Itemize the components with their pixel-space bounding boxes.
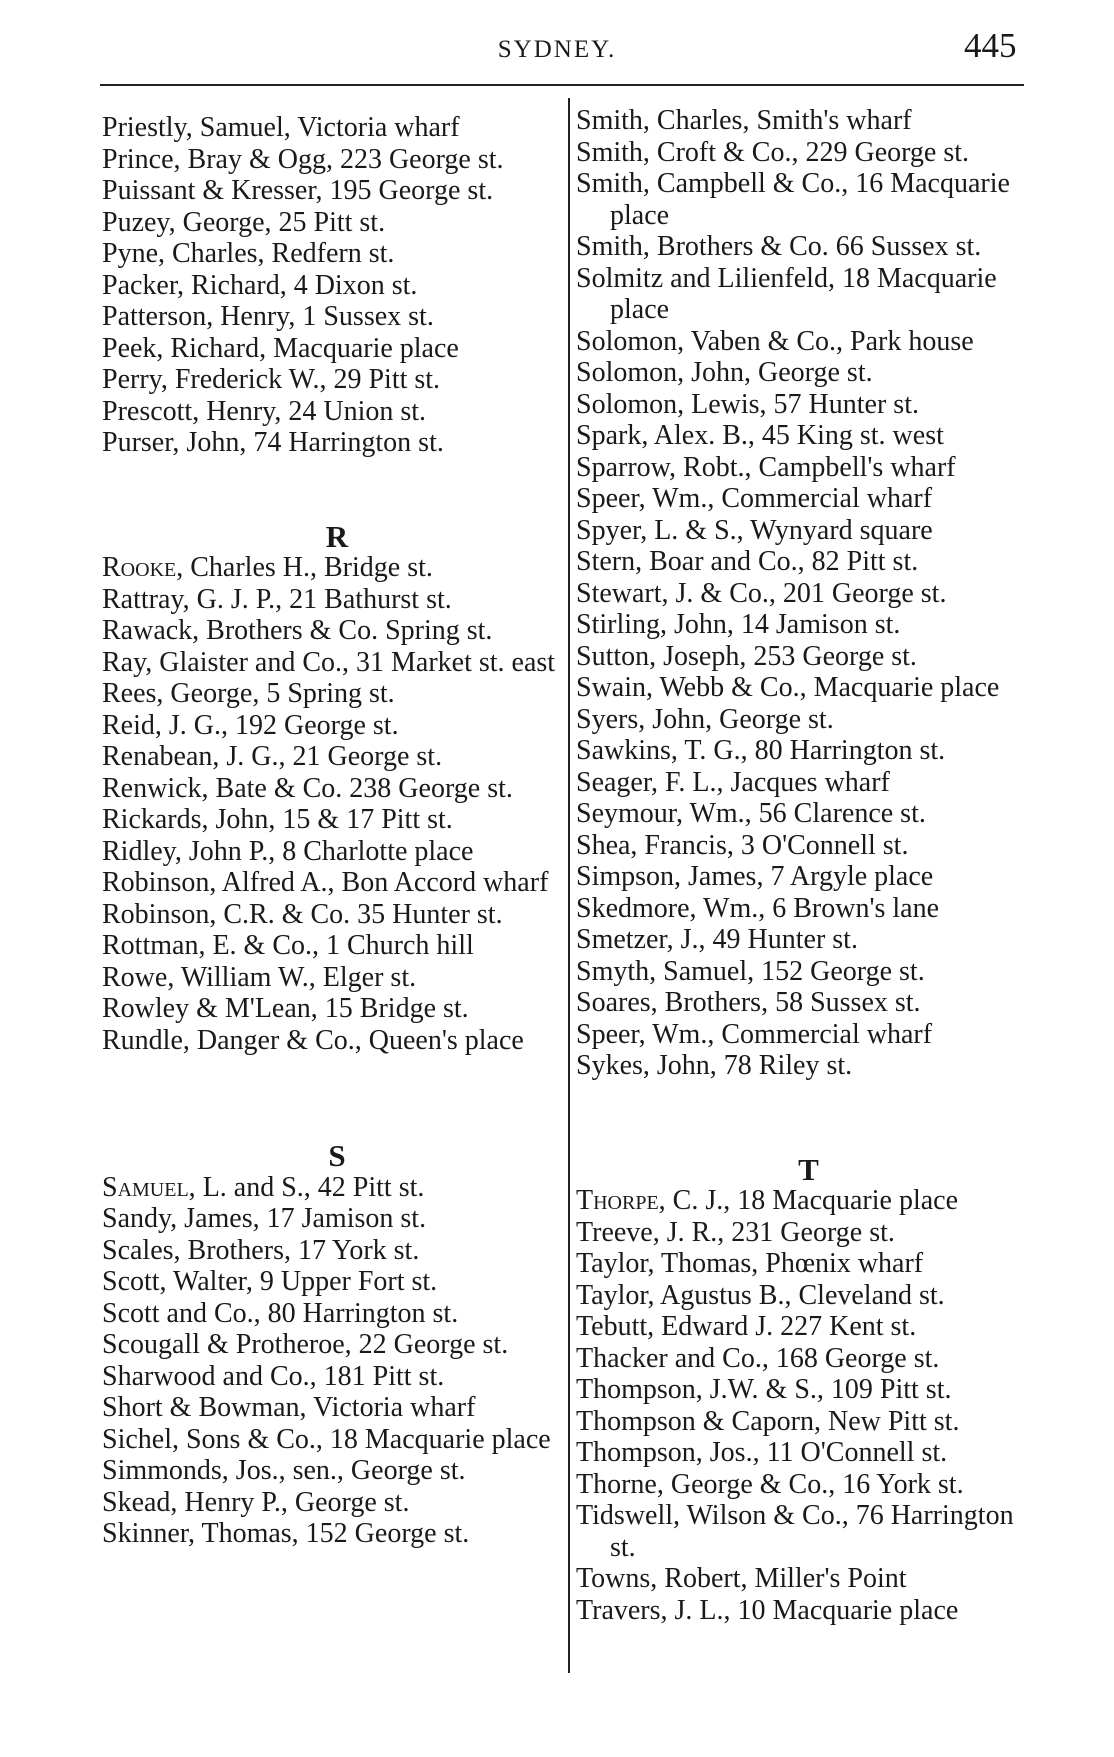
entry-details: C. J., 18 Macquarie place	[665, 1185, 959, 1216]
directory-entry: Packer, Richard, 4 Dixon st.	[102, 269, 418, 301]
directory-entry: Puzey, George, 25 Pitt st.	[102, 206, 386, 238]
left-column	[102, 112, 572, 1550]
directory-entry: Robinson, Alfred A., Bon Accord wharf	[102, 867, 549, 898]
directory-entry: Prescott, Henry, 24 Union st.	[102, 395, 427, 427]
directory-entry: Spyer, L. & S., Wynyard square	[576, 514, 933, 546]
entry-details: L. and S., 42 Pitt st.	[195, 1171, 425, 1203]
entry-surname: Samuel,	[102, 1171, 196, 1203]
section-p-continued	[102, 112, 572, 459]
directory-entry: Renabean, J. G., 21 George st.	[102, 741, 443, 772]
section-s-entries	[102, 1203, 572, 1550]
directory-entry: Seymour, Wm., 56 Clarence st.	[576, 798, 926, 829]
directory-entry	[102, 1172, 572, 1204]
directory-entry: Scott and Co., 80 Harrington st.	[102, 1297, 459, 1329]
directory-entry: Ray, Glaister and Co., 31 Market st. east	[102, 646, 556, 678]
directory-entry: Skead, Henry P., George st.	[102, 1486, 410, 1518]
directory-entry: Smyth, Samuel, 152 George st.	[576, 955, 925, 987]
directory-entry: Thompson, J.W. & S., 109 Pitt st.	[576, 1374, 952, 1405]
directory-entry: Sykes, John, 78 Riley st.	[576, 1050, 853, 1081]
section-s-heading: S	[328, 1138, 346, 1173]
directory-entry: Sawkins, T. G., 80 Harrington st.	[576, 735, 946, 766]
directory-entry: Thorne, George & Co., 16 York st.	[576, 1468, 964, 1500]
directory-entry: Ridley, John P., 8 Charlotte place	[102, 835, 474, 867]
header-rule	[100, 84, 1024, 86]
directory-entry: Shea, Francis, 3 O'Connell st.	[576, 829, 909, 861]
directory-entry: Stewart, J. & Co., 201 George st.	[576, 577, 947, 609]
directory-entry: Stirling, John, 14 Jamison st.	[576, 609, 901, 640]
directory-entry: Smith, Charles, Smith's wharf	[576, 105, 912, 136]
directory-entry: Smetzer, J., 49 Hunter st.	[576, 924, 858, 955]
directory-entry: Tidswell, Wilson & Co., 76 Harrington st.	[576, 1500, 1014, 1563]
directory-entry: Swain, Webb & Co., Macquarie place	[576, 672, 1000, 703]
section-r-heading: R	[325, 518, 349, 554]
entry-details: Charles H., Bridge st.	[183, 552, 433, 583]
directory-entry: Thompson, Jos., 11 O'Connell st.	[576, 1437, 948, 1468]
page-number: 445	[964, 26, 1017, 65]
directory-entry: Rees, George, 5 Spring st.	[102, 678, 395, 709]
directory-entry: Smith, Croft & Co., 229 George st.	[576, 136, 970, 168]
directory-entry: Priestly, Samuel, Victoria wharf	[102, 112, 460, 143]
directory-entry: Thacker and Co., 168 George st.	[576, 1342, 940, 1374]
entry-surname: Thorpe,	[576, 1185, 666, 1216]
directory-entry: Stern, Boar and Co., 82 Pitt st.	[576, 546, 919, 577]
directory-entry: Soares, Brothers, 58 Sussex st.	[576, 987, 921, 1018]
directory-entry: Short & Bowman, Victoria wharf	[102, 1392, 476, 1423]
directory-entry: Taylor, Agustus B., Cleveland st.	[576, 1279, 945, 1311]
directory-entry: Travers, J. L., 10 Macquarie place	[576, 1594, 959, 1626]
directory-entry: Rundle, Danger & Co., Queen's place	[102, 1024, 524, 1056]
directory-entry: Spark, Alex. B., 45 King st. west	[576, 420, 944, 451]
section-s-continued	[576, 105, 1041, 1082]
directory-entry: Sandy, James, 17 Jamison st.	[102, 1203, 427, 1234]
directory-entry: Speer, Wm., Commercial wharf	[576, 1018, 933, 1050]
directory-entry: Pyne, Charles, Redfern st.	[102, 238, 395, 269]
directory-entry: Smith, Campbell & Co., 16 Macquarie place	[576, 168, 1010, 231]
directory-entry: Solomon, Lewis, 57 Hunter st.	[576, 388, 919, 420]
directory-entry: Skinner, Thomas, 152 George st.	[102, 1518, 470, 1549]
directory-entry: Skedmore, Wm., 6 Brown's lane	[576, 892, 940, 924]
directory-entry: Scott, Walter, 9 Upper Fort st.	[102, 1266, 438, 1297]
directory-entry: Syers, John, George st.	[576, 703, 834, 735]
directory-entry: Treeve, J. R., 231 George st.	[576, 1216, 895, 1248]
entry-surname: Rooke,	[102, 552, 184, 583]
directory-entry: Purser, John, 74 Harrington st.	[102, 427, 444, 458]
directory-entry: Rickards, John, 15 & 17 Pitt st.	[102, 804, 453, 835]
directory-entry: Prince, Bray & Ogg, 223 George st.	[102, 143, 504, 175]
directory-entry: Seager, F. L., Jacques wharf	[576, 766, 890, 798]
directory-entry: Robinson, C.R. & Co. 35 Hunter st.	[102, 898, 503, 930]
directory-entry: Scougall & Protheroe, 22 George st.	[102, 1329, 509, 1360]
directory-entry: Rattray, G. J. P., 21 Bathurst st.	[102, 583, 452, 615]
directory-entry: Simmonds, Jos., sen., George st.	[102, 1455, 466, 1486]
directory-entry: Puissant & Kresser, 195 George st.	[102, 175, 494, 206]
directory-entry	[102, 552, 572, 584]
directory-entry: Rowley & M'Lean, 15 Bridge st.	[102, 993, 469, 1024]
directory-entry: Peek, Richard, Macquarie place	[102, 332, 459, 364]
directory-entry: Sharwood and Co., 181 Pitt st.	[102, 1360, 445, 1392]
directory-entry: Sparrow, Robt., Campbell's wharf	[576, 451, 956, 483]
section-r-entries	[102, 584, 572, 1057]
section-t-entries	[576, 1217, 1041, 1627]
running-title: SYDNEY.	[497, 36, 617, 63]
section-t-heading: T	[798, 1151, 819, 1187]
right-column	[576, 105, 1041, 1626]
directory-entry: Sichel, Sons & Co., 18 Macquarie place	[102, 1423, 551, 1455]
directory-entry: Speer, Wm., Commercial wharf	[576, 483, 933, 514]
directory-entry: Tebutt, Edward J. 227 Kent st.	[576, 1311, 917, 1342]
directory-entry: Solomon, Vaben & Co., Park house	[576, 325, 974, 357]
directory-entry: Rowe, William W., Elger st.	[102, 961, 417, 993]
directory-entry: Simpson, James, 7 Argyle place	[576, 861, 934, 892]
directory-entry: Sutton, Joseph, 253 George st.	[576, 640, 917, 672]
directory-entry: Rawack, Brothers & Co. Spring st.	[102, 615, 493, 646]
directory-entry: Towns, Robert, Miller's Point	[576, 1563, 907, 1594]
directory-entry: Thompson & Caporn, New Pitt st.	[576, 1405, 960, 1437]
directory-entry: Perry, Frederick W., 29 Pitt st.	[102, 364, 441, 395]
directory-entry: Solomon, John, George st.	[576, 357, 873, 388]
directory-entry: Rottman, E. & Co., 1 Church hill	[102, 930, 474, 961]
directory-entry: Patterson, Henry, 1 Sussex st.	[102, 301, 434, 332]
directory-entry: Reid, J. G., 192 George st.	[102, 709, 399, 741]
directory-entry: Solmitz and Lilienfeld, 18 Macquarie place	[576, 262, 997, 325]
directory-entry: Smith, Brothers & Co. 66 Sussex st.	[576, 231, 982, 262]
directory-entry: Taylor, Thomas, Phœnix wharf	[576, 1248, 924, 1279]
directory-entry: Renwick, Bate & Co. 238 George st.	[102, 772, 513, 804]
directory-entry	[576, 1185, 1041, 1217]
directory-entry: Scales, Brothers, 17 York st.	[102, 1234, 420, 1266]
